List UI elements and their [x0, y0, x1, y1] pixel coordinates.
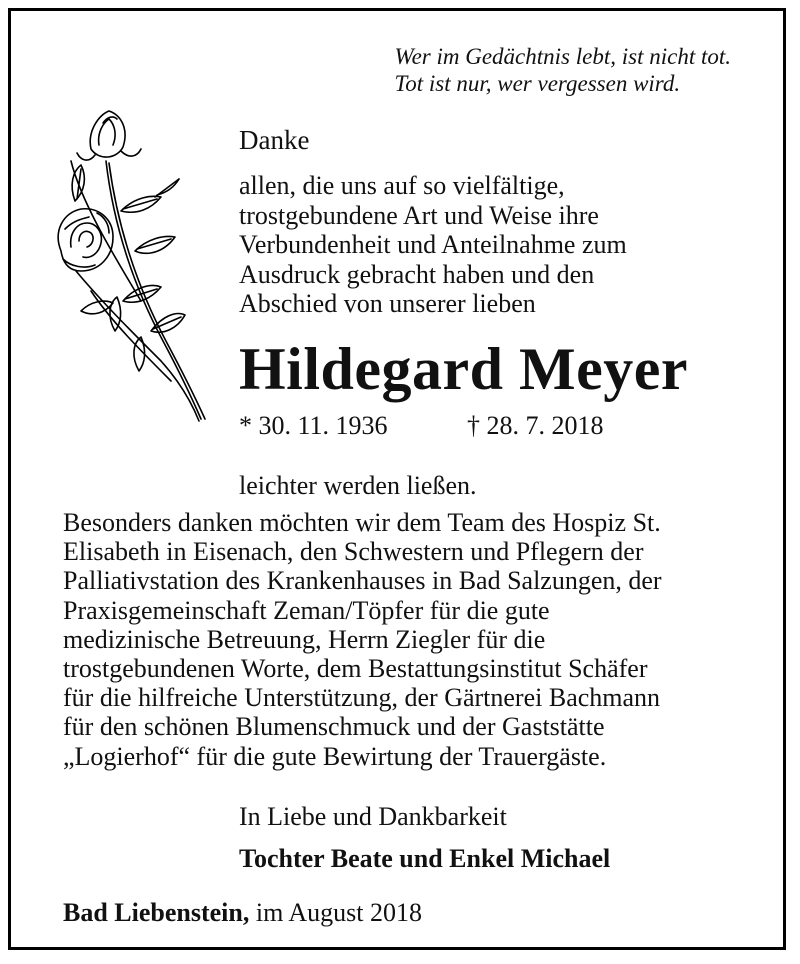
intro-line: Abschied von unserer lieben — [239, 289, 536, 318]
motto-quote — [395, 43, 731, 97]
birth-date: * 30. 11. 1936 — [239, 411, 388, 440]
place-date: im August 2018 — [249, 898, 423, 927]
motto-line: Wer im Gedächtnis lebt, ist nicht tot. — [394, 44, 731, 69]
place-town: Bad Liebenstein, — [63, 898, 250, 927]
obituary-frame — [8, 8, 786, 950]
thanks-line: „Logierhof“ für die gute Bewirtung der Trauergäste. — [63, 741, 607, 771]
intro-line: trostgebundene Art und Weise ihre — [239, 200, 599, 230]
thanks-line: Besonders danken möchten wir dem Team des Hospiz St. — [63, 508, 661, 537]
closing-line: In Liebe und Dankbarkeit — [239, 802, 507, 831]
signers: Tochter Beate und Enkel Michael — [239, 844, 611, 873]
greeting-heading: Danke — [239, 125, 310, 155]
intro-line: Verbundenheit und Anteilnahme zum — [239, 230, 627, 259]
life-dates — [239, 409, 759, 443]
thanks-line: für den schönen Blumenschmuck und der Gaststätte — [63, 712, 605, 742]
thanks-line: trostgebundenen Worte, dem Bestattungsinstitut Schäfer — [63, 654, 648, 684]
thanks-paragraph — [63, 508, 783, 771]
rose-icon — [51, 101, 221, 431]
intro-text — [239, 171, 759, 319]
motto-line: Tot ist nur, wer vergessen wird. — [394, 71, 681, 96]
place-and-date — [63, 897, 422, 929]
deceased-name: Hildegard Meyer — [239, 336, 689, 402]
intro-ending: leichter werden ließen. — [239, 471, 477, 500]
death-date: † 28. 7. 2018 — [467, 411, 604, 440]
thanks-line: Elisabeth in Eisenach, den Schwestern und Pflegern der — [63, 537, 644, 567]
thanks-line: Praxisgemeinschaft Zeman/Töpfer für die gute — [63, 595, 550, 625]
thanks-line: für die hilfreiche Unterstützung, der Gärtnerei Bachmann — [63, 683, 661, 713]
thanks-line: medizinische Betreuung, Herrn Ziegler für die — [63, 624, 546, 654]
thanks-line: Palliativstation des Krankenhauses in Bad Salzungen, der — [63, 566, 662, 596]
intro-line: Ausdruck gebracht haben und den — [239, 259, 595, 289]
intro-line: allen, die uns auf so vielfältige, — [239, 171, 565, 200]
